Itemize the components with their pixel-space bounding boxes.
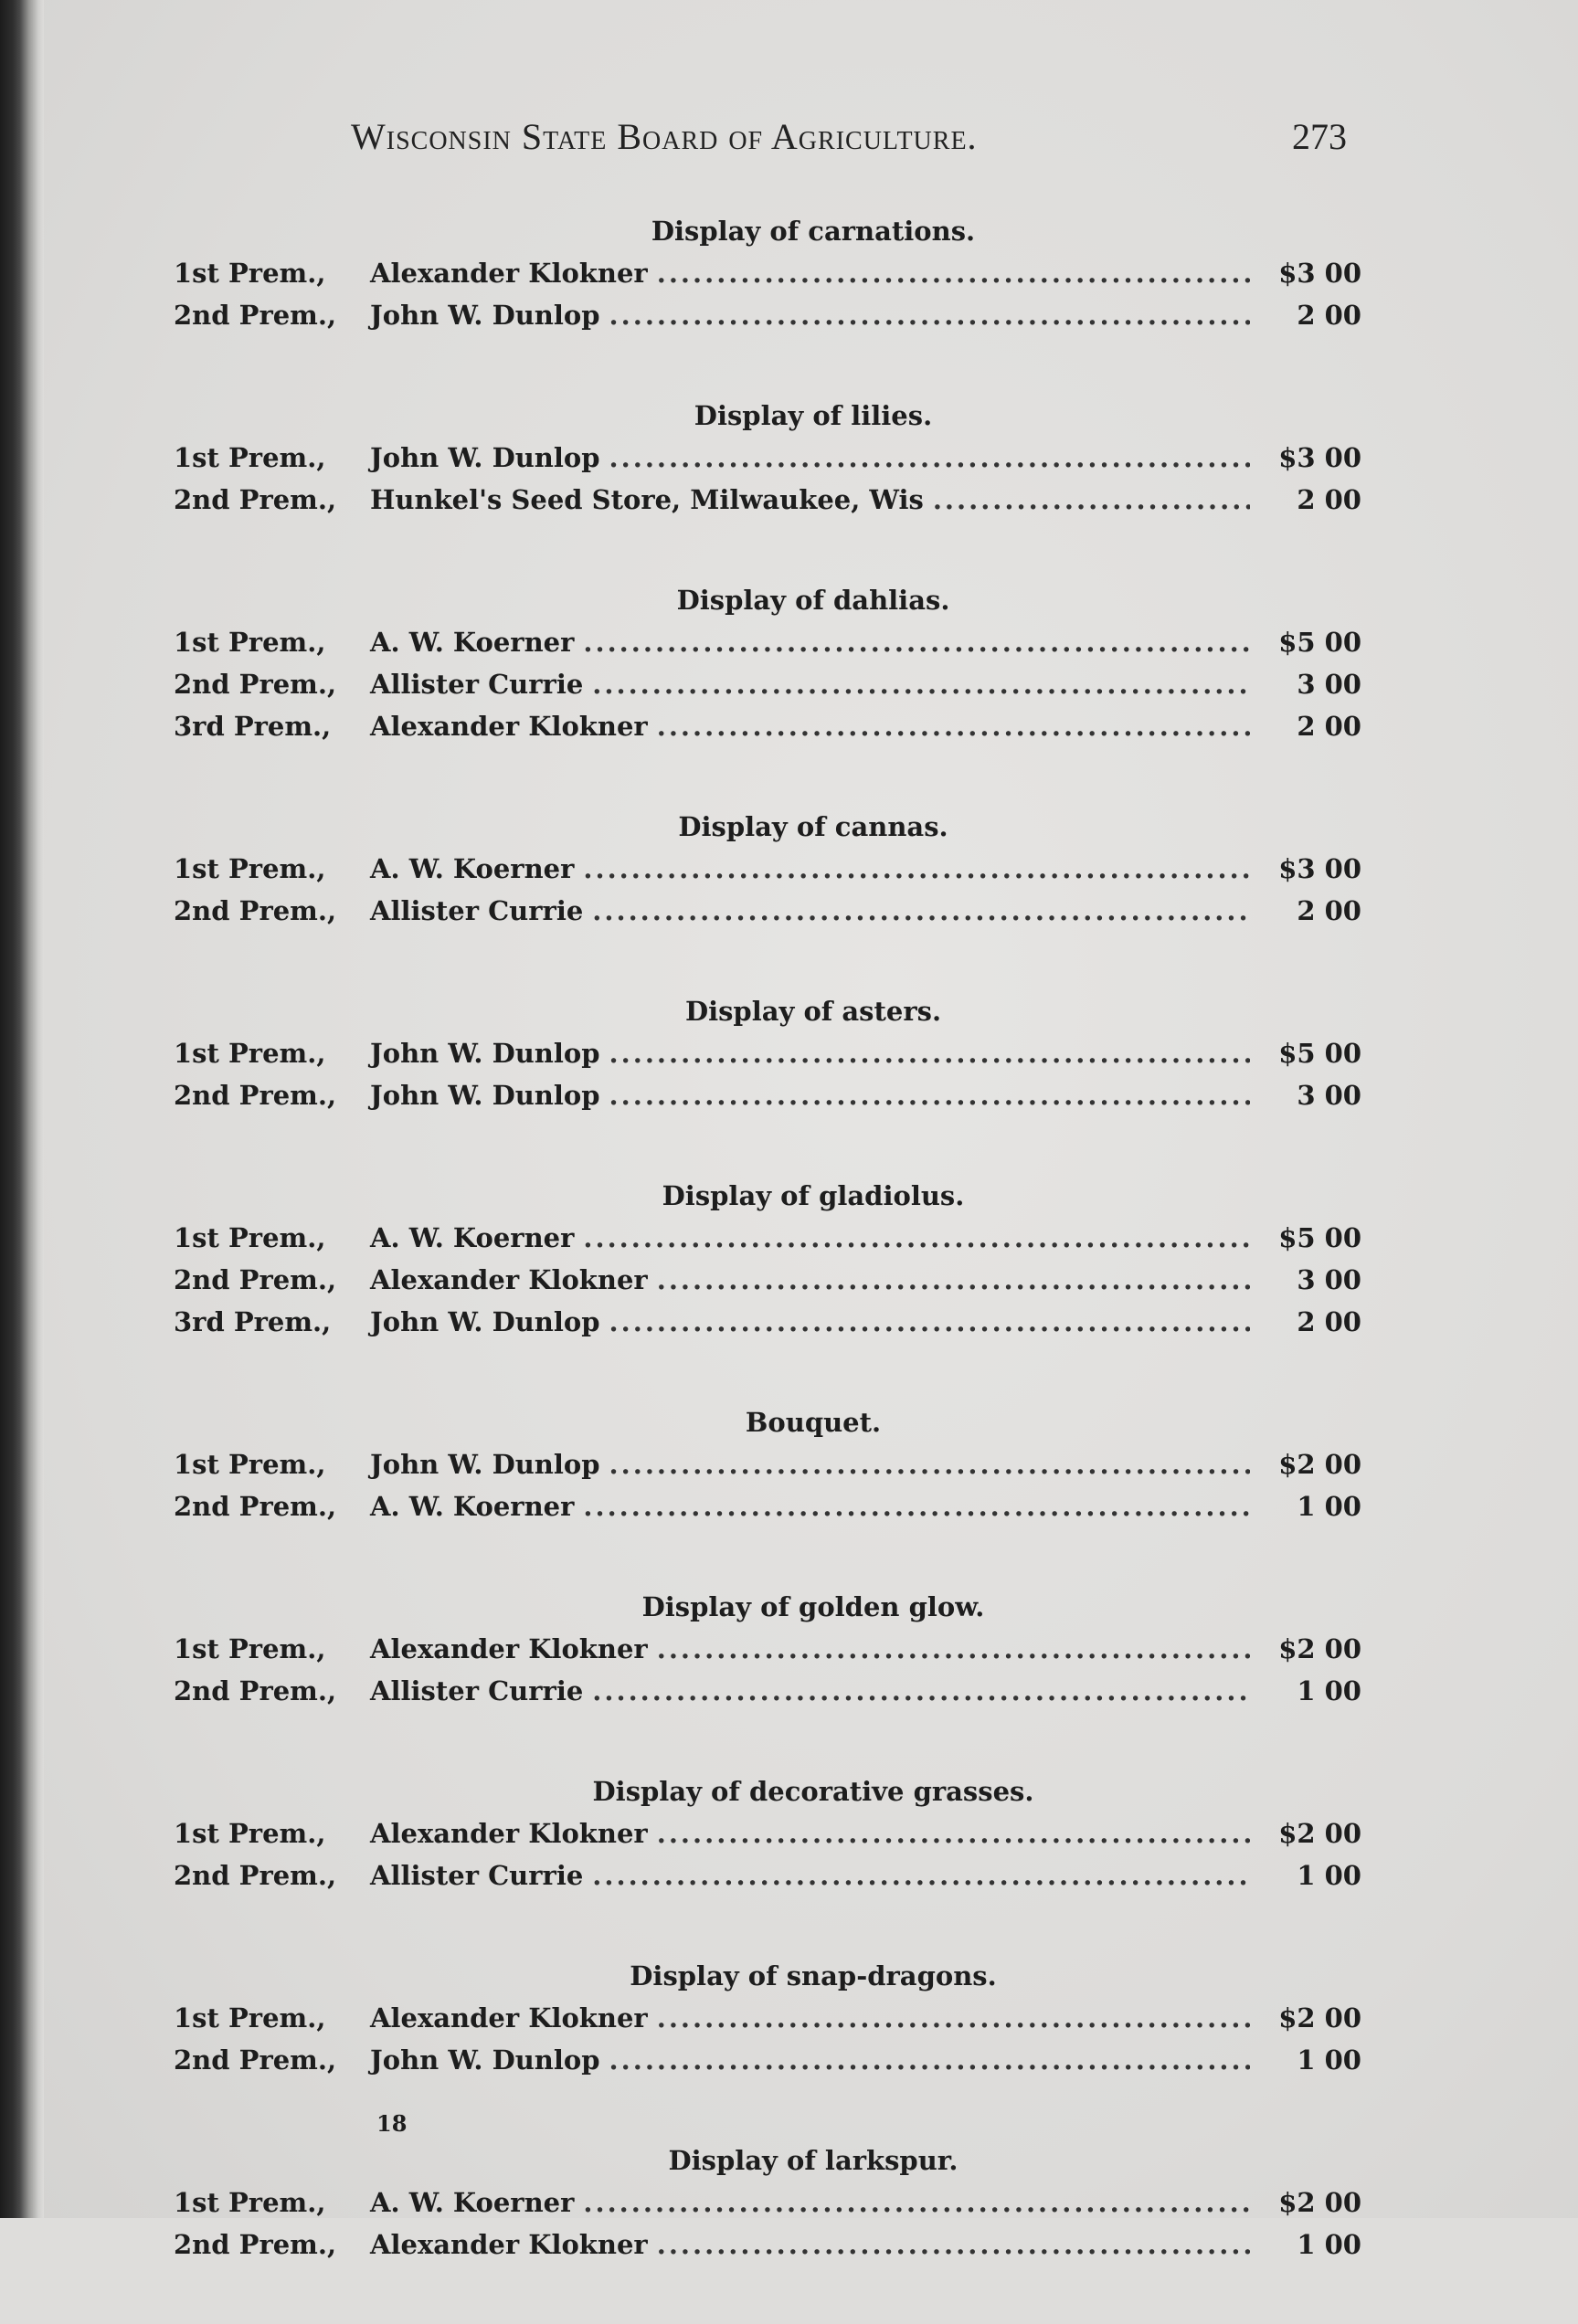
premium-rank: 1st Prem., [174, 1449, 326, 1480]
premium-amount: 2 00 [1297, 711, 1361, 742]
premium-rank: 2nd Prem., [174, 1080, 337, 1111]
winner-name: Allister Currie [370, 1675, 584, 1706]
winner-name: Allister Currie [370, 1860, 584, 1891]
page-header [351, 108, 1347, 163]
premium-amount: $2 00 [1278, 1633, 1361, 1664]
premium-entry [174, 2039, 1361, 2081]
winner-name: A. W. Koerner [370, 853, 575, 884]
premium-entry [174, 1628, 1361, 1670]
premium-rank: 1st Prem., [174, 1818, 326, 1849]
winner-name: Alexander Klokner [370, 2229, 648, 2260]
premium-amount: $3 00 [1278, 853, 1361, 884]
premium-rank: 2nd Prem., [174, 300, 337, 331]
dot-leader [609, 1301, 1250, 1343]
page-number: 273 [1292, 116, 1347, 157]
premium-entry [174, 1032, 1361, 1074]
premium-section [174, 1586, 1361, 1712]
premium-entry [174, 1997, 1361, 2039]
premium-entry [174, 1812, 1361, 1854]
premium-rank: 2nd Prem., [174, 2044, 337, 2076]
premium-list [174, 210, 1361, 2324]
premium-section [174, 806, 1361, 932]
premium-amount: 1 00 [1297, 1675, 1361, 1706]
premium-rank: 1st Prem., [174, 627, 326, 658]
premium-rank: 2nd Prem., [174, 484, 337, 515]
premium-amount: 3 00 [1297, 1264, 1361, 1295]
premium-rank: 2nd Prem., [174, 1491, 337, 1522]
premium-amount: 2 00 [1297, 895, 1361, 926]
premium-entry [174, 252, 1361, 294]
winner-name: John W. Dunlop [370, 300, 600, 331]
premium-amount: 3 00 [1297, 1080, 1361, 1111]
premium-amount: 1 00 [1297, 1860, 1361, 1891]
winner-name: Alexander Klokner [370, 258, 648, 289]
winner-name: Allister Currie [370, 895, 584, 926]
winner-name: A. W. Koerner [370, 1222, 575, 1253]
premium-rank: 2nd Prem., [174, 1860, 337, 1891]
winner-name: John W. Dunlop [370, 442, 600, 473]
premium-rank: 2nd Prem., [174, 2229, 337, 2260]
winner-name: John W. Dunlop [370, 1449, 600, 1480]
winner-name: John W. Dunlop [370, 2044, 600, 2076]
signature-mark: 18 [376, 2110, 408, 2137]
premium-amount: 1 00 [1297, 1491, 1361, 1522]
premium-rank: 1st Prem., [174, 2187, 326, 2218]
dot-leader [592, 1854, 1250, 1896]
winner-name: Alexander Klokner [370, 1264, 648, 1295]
dot-leader [592, 1670, 1250, 1712]
premium-entry [174, 1485, 1361, 1527]
premium-entry [174, 663, 1361, 705]
premium-entry [174, 1854, 1361, 1896]
dot-leader [657, 1259, 1250, 1301]
premium-section [174, 579, 1361, 747]
premium-amount: $3 00 [1278, 258, 1361, 289]
premium-amount: $2 00 [1278, 2187, 1361, 2218]
winner-name: Alexander Klokner [370, 1818, 648, 1849]
premium-rank: 1st Prem., [174, 1633, 326, 1664]
section-title: Bouquet. [745, 1407, 882, 1438]
dot-leader [583, 1217, 1250, 1259]
section-title: Display of cannas. [678, 811, 948, 842]
dot-leader [609, 294, 1250, 336]
premium-amount: 1 00 [1297, 2044, 1361, 2076]
section-title: Display of carnations. [651, 216, 976, 247]
premium-entry [174, 1670, 1361, 1712]
premium-amount: $3 00 [1278, 442, 1361, 473]
premium-entry [174, 1443, 1361, 1485]
section-title: Display of larkspur. [668, 2145, 958, 2176]
premium-entry [174, 1259, 1361, 1301]
premium-amount: 2 00 [1297, 300, 1361, 331]
dot-leader [609, 1032, 1250, 1074]
winner-name: Alexander Klokner [370, 1633, 648, 1664]
premium-section [174, 1401, 1361, 1527]
premium-section [174, 1175, 1361, 1343]
premium-amount: 3 00 [1297, 669, 1361, 700]
dot-leader [657, 1997, 1250, 2039]
dot-leader [609, 1443, 1250, 1485]
dot-leader [592, 663, 1250, 705]
section-title: Display of asters. [684, 996, 942, 1027]
premium-rank: 1st Prem., [174, 1222, 326, 1253]
section-title: Display of snap-dragons. [630, 1960, 997, 1991]
premium-entry [174, 2181, 1361, 2224]
premium-amount: $2 00 [1278, 2002, 1361, 2034]
section-title: Display of gladiolus. [662, 1180, 965, 1211]
winner-name: Allister Currie [370, 669, 584, 700]
premium-section [174, 1770, 1361, 1896]
premium-section [174, 395, 1361, 521]
dot-leader [609, 437, 1250, 479]
dot-leader [583, 1485, 1250, 1527]
winner-name: Alexander Klokner [370, 2002, 648, 2034]
dot-leader [933, 479, 1250, 521]
winner-name: John W. Dunlop [370, 1080, 600, 1111]
premium-entry [174, 437, 1361, 479]
winner-name: John W. Dunlop [370, 1306, 600, 1337]
dot-leader [583, 848, 1250, 890]
premium-entry [174, 705, 1361, 747]
premium-rank: 1st Prem., [174, 258, 326, 289]
premium-entry [174, 294, 1361, 336]
premium-amount: 1 00 [1297, 2229, 1361, 2260]
premium-amount: 2 00 [1297, 1306, 1361, 1337]
premium-rank: 1st Prem., [174, 442, 326, 473]
premium-rank: 2nd Prem., [174, 895, 337, 926]
dot-leader [583, 2181, 1250, 2224]
premium-amount: $5 00 [1278, 627, 1361, 658]
dot-leader [592, 890, 1250, 932]
section-title: Display of decorative grasses. [592, 1776, 1034, 1807]
premium-section [174, 990, 1361, 1116]
premium-entry [174, 848, 1361, 890]
section-title: Display of lilies. [694, 400, 933, 431]
premium-rank: 1st Prem., [174, 1038, 326, 1069]
premium-entry [174, 621, 1361, 663]
premium-amount: 2 00 [1297, 484, 1361, 515]
premium-rank: 2nd Prem., [174, 1675, 337, 1706]
winner-name: A. W. Koerner [370, 627, 575, 658]
premium-rank: 3rd Prem., [174, 1306, 332, 1337]
premium-entry [174, 1301, 1361, 1343]
premium-entry [174, 2224, 1361, 2266]
premium-rank: 1st Prem., [174, 853, 326, 884]
book-binding-edge [0, 0, 44, 2218]
dot-leader [583, 621, 1250, 663]
premium-entry [174, 479, 1361, 521]
premium-amount: $5 00 [1278, 1222, 1361, 1253]
premium-section [174, 210, 1361, 336]
premium-rank: 2nd Prem., [174, 1264, 337, 1295]
premium-entry [174, 890, 1361, 932]
dot-leader [657, 2224, 1250, 2266]
winner-name: Hunkel's Seed Store, Milwaukee, Wis [370, 484, 924, 515]
premium-entry [174, 1217, 1361, 1259]
premium-amount: $5 00 [1278, 1038, 1361, 1069]
premium-rank: 1st Prem., [174, 2002, 326, 2034]
dot-leader [657, 705, 1250, 747]
section-title: Display of dahlias. [676, 585, 950, 616]
premium-rank: 2nd Prem., [174, 669, 337, 700]
dot-leader [657, 252, 1250, 294]
winner-name: John W. Dunlop [370, 1038, 600, 1069]
dot-leader [609, 2039, 1250, 2081]
winner-name: A. W. Koerner [370, 2187, 575, 2218]
dot-leader [657, 1628, 1250, 1670]
premium-section [174, 1955, 1361, 2081]
running-title: Wisconsin State Board of Agriculture. [351, 116, 978, 157]
premium-section [174, 2139, 1361, 2266]
premium-amount: $2 00 [1278, 1449, 1361, 1480]
winner-name: A. W. Koerner [370, 1491, 575, 1522]
dot-leader [657, 1812, 1250, 1854]
premium-entry [174, 1074, 1361, 1116]
section-title: Display of golden glow. [641, 1591, 985, 1622]
premium-rank: 3rd Prem., [174, 711, 332, 742]
premium-amount: $2 00 [1278, 1818, 1361, 1849]
winner-name: Alexander Klokner [370, 711, 648, 742]
dot-leader [609, 1074, 1250, 1116]
